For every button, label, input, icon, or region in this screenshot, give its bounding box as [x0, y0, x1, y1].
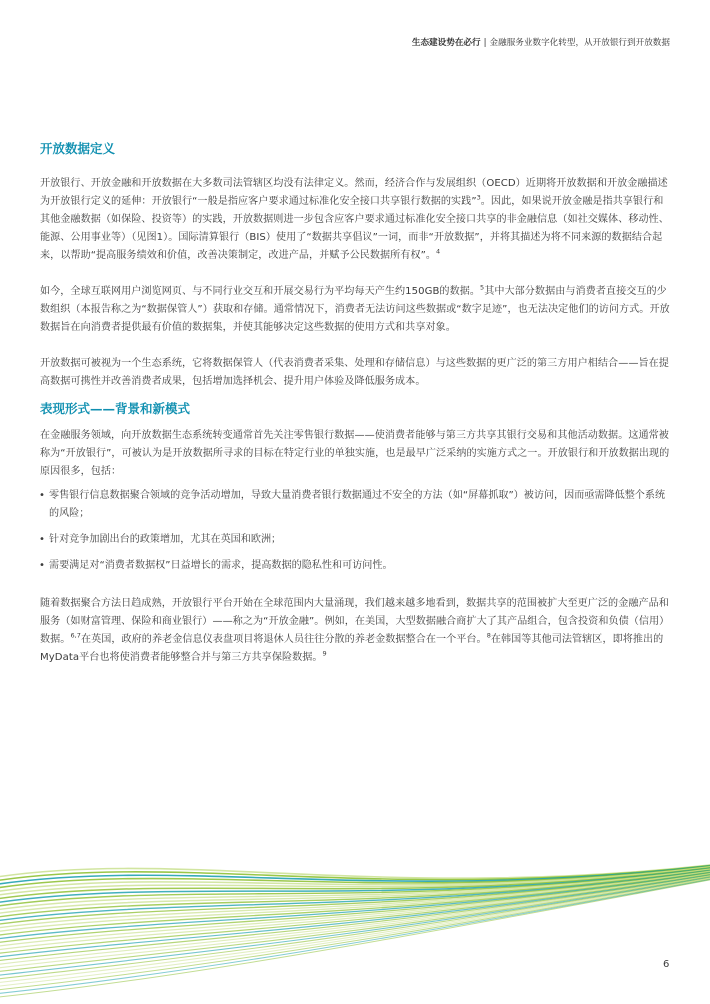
footnote-ref: 3	[476, 193, 481, 202]
page-number: 6	[663, 959, 670, 970]
footnote-ref: 5	[480, 283, 485, 292]
list-item: • 零售银行信息数据聚合领域的竞争活动增加，导致大量消费者银行数据通过不安全的方法（如“屏幕抓取”）被访问，因而亟需降低整个系统的风险；	[40, 487, 672, 523]
footnote-ref: 6,7	[70, 631, 81, 640]
running-header	[412, 36, 670, 48]
section-heading-open-data-definition: 开放数据定义	[40, 141, 116, 156]
paragraph-data-volume	[40, 283, 672, 337]
paragraph-definition	[40, 175, 672, 265]
paragraph-text: 在韩国等其他司法管辖区，即将推出的MyData平台也将使消费者能够整合并与第三方共享保险数据。	[40, 634, 664, 663]
header-title: 生态建设势在必行	[411, 38, 481, 48]
section-heading-forms: 表现形式——背景和新模式	[40, 401, 191, 416]
paragraph-text: 如今，全球互联网用户浏览网页、与不同行业交互和开展交易行为平均每天产生约150GB的数据。	[40, 286, 481, 297]
paragraph-text: 其中大部分数据由与消费者直接交互的少数组织（本报告称之为“数据保管人”）获取和存储。通常情况下，消费者无法访问这些数据或“数字足迹”，也无法决定他们的访问方式。开放数据旨在向消费者提供最有价值的数据集，并使其能够决定这些数据的使用方式和共享对象。	[40, 286, 670, 333]
paragraph-open-finance	[40, 595, 672, 667]
list-item: • 针对竞争加剧出台的政策增加，尤其在英国和欧洲；	[40, 531, 672, 549]
footnote-ref: 4	[436, 247, 441, 256]
paragraph-text: 开放银行、开放金融和开放数据在大多数司法管辖区均没有法律定义。然而，经济合作与发展组织（OECD）近期将开放数据和开放金融描述为开放银行定义的延伸：开放银行“一般是指应客户要求通过标准化安全接口共享银行数据的实践”	[40, 178, 668, 207]
paragraph-text: 在英国，政府的养老金信息仪表盘项目将退休人员往往分散的养老金数据整合在一个平台。	[80, 634, 487, 645]
paragraph-text: 。因此，如果说开放金融是指共享银行和其他金融数据（如保险、投资等）的实践，开放数据则进一步包含应客户要求通过标准化安全接口共享的非金融信息（如社交媒体、移动性、能源、公用事业等）（见图1）。国际清算银行（BIS）使用了“数据共享倡议”一词，而非“开放数据”，并将其描述为将不同来源的数据结合起来，以帮助“提高服务绩效和价值，改善决策制定，改进产品，并赋予公民数据所有权”。	[40, 196, 669, 261]
header-separator: |	[483, 38, 487, 48]
main-content	[40, 140, 672, 667]
footnote-ref: 9	[322, 649, 327, 658]
reasons-list	[40, 487, 672, 575]
paragraph-financial-services: 在金融服务领域，向开放数据生态系统转变通常首先关注零售银行数据——使消费者能够与第三方共享其银行交易和其他活动数据。这通常被称为“开放银行”，可被认为是开放数据所寻求的目标在特定行业的单独实施，也是最早广泛采纳的实施方式之一。开放银行和开放数据出现的原因很多，包括：	[40, 430, 670, 477]
paragraph-text: 随着数据聚合方法日趋成熟，开放银行平台开始在全球范围内大量涌现，我们越来越多地看到，数据共享的范围被扩大至更广泛的金融产品和服务（如财富管理、保险和商业银行）——称之为“开放金融”。例如，在美国，大型数据融合商扩大了其产品组合，包含投资和负债（信用）数据。	[40, 598, 670, 645]
paragraph-ecosystem: 开放数据可被视为一个生态系统，它将数据保管人（代表消费者采集、处理和存储信息）与这些数据的更广泛的第三方用户相结合——旨在提高数据可携性并改善消费者成果，包括增加选择机会、提升用户体验及降低服务成本。	[40, 358, 669, 387]
header-subtitle: 金融服务业数字化转型，从开放银行到开放数据	[489, 38, 670, 48]
decorative-wave-lines	[0, 860, 710, 1004]
footnote-ref: 8	[486, 631, 491, 640]
list-item: • 需要满足对“消费者数据权”日益增长的需求，提高数据的隐私性和可访问性。	[40, 557, 672, 575]
